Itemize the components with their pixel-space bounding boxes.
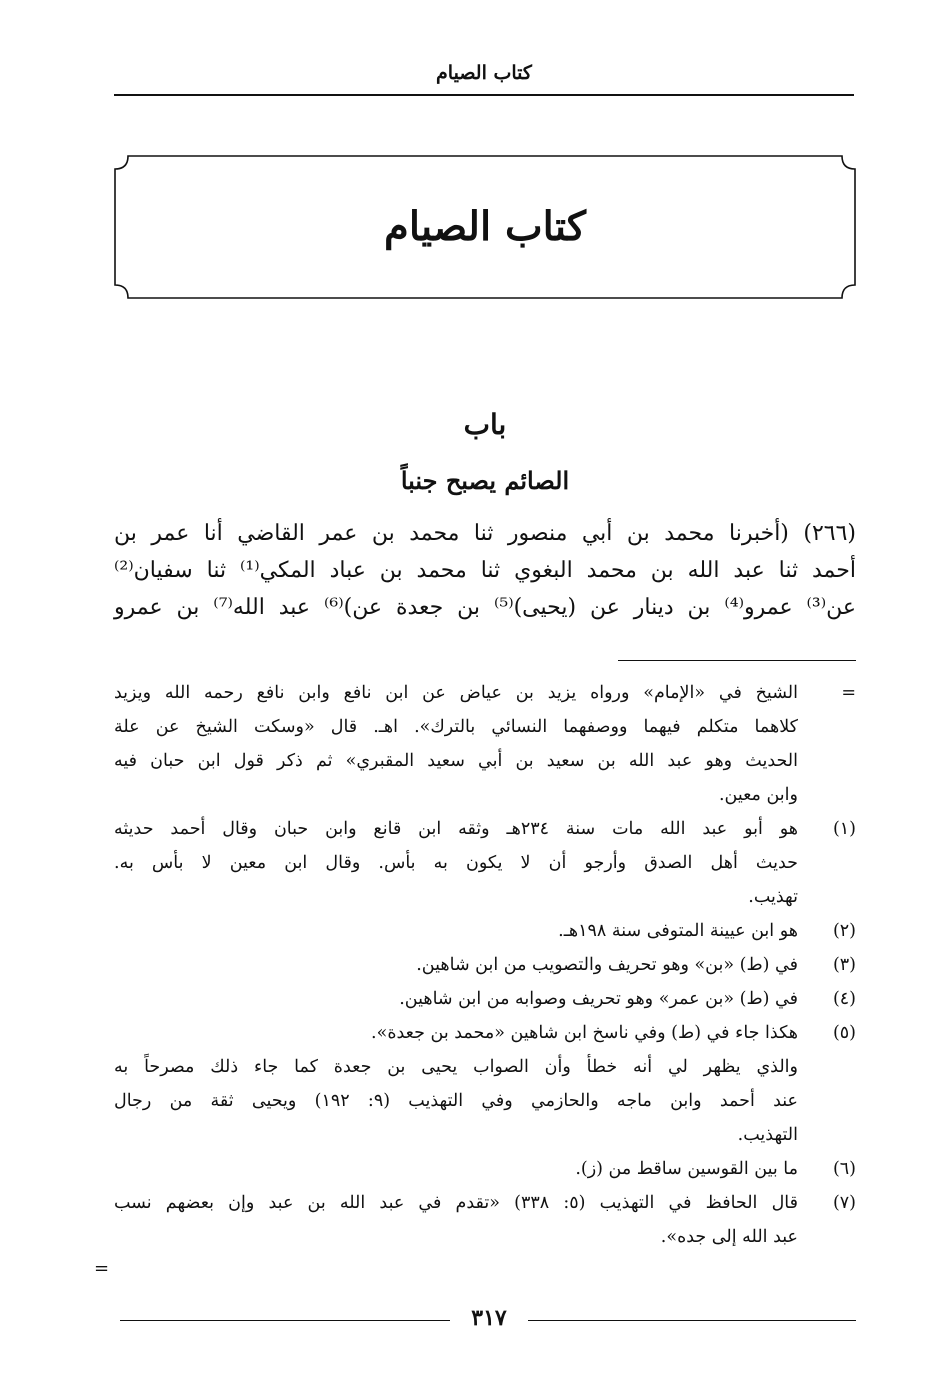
book-title: كتاب الصيام [384,203,586,250]
footnote-7 [114,1186,856,1254]
footnote-line: هو أبو عبد الله مات سنة ٢٣٤هـ وثقه ابن قانع وابن حبان وقال أحمد حديثه [114,819,798,839]
footnote-6 [114,1152,856,1186]
footnote-line: في (ط) «بن عمر» وهو تحريف وصوابه من ابن شاهين. [399,989,798,1009]
hadith-line: عن⁽³⁾ عمرو⁽⁴⁾ بن دينار عن (يحيى)⁽⁵⁾ بن جعدة عن)⁽⁶⁾ عبد الله⁽⁷⁾ بن عمرو [114,595,856,620]
footnote-line: ما بين القوسين ساقط من (ز). [575,1159,798,1179]
footer-rule [120,1320,450,1321]
footnotes [114,676,856,1254]
footnote-5-continued [114,1050,856,1152]
footnote-marker: (٤) [832,989,856,1009]
footnote-line: الشيخ في «الإمام» ورواه يزيد بن عياض عن ابن نافع وابن نافع رحمه الله ويزيد [114,683,798,703]
page-number: ٣١٧ [471,1305,507,1331]
footnote-5 [114,1016,856,1050]
footnote-marker: (٦) [832,1159,856,1179]
footnote-line: هكذا جاء في (ط) وفي ناسخ ابن شاهين «محمد بن جعدة». [371,1023,798,1043]
footnote-marker: (١) [832,819,856,839]
header-rule [114,94,854,96]
footnote-marker: (٧) [832,1193,856,1213]
footnote-line: قال الحافظ في التهذيب (٥: ٣٣٨) «تقدم في عبد الله بن عبد وإن بعضهم نسب [114,1193,798,1213]
running-header: كتاب الصيام [436,62,532,84]
chapter-title: الصائم يصبح جنباً [400,466,570,495]
footnote-rule [618,660,856,661]
footnote-marker: (٢) [832,921,856,941]
footnote-line: عند أحمد وابن ماجه والحازمي وفي التهذيب (٩: ١٩٢) ويحيى ثقة من رجال [114,1091,798,1111]
footnote-line: الحديث وهو عبد الله بن سعيد بن أبي سعيد المقبري» ثم ذكر قول ابن حبان فيه [114,751,798,771]
footnote-line: عبد الله إلى جده». [660,1227,798,1247]
footnote-line: وابن معين. [718,785,798,805]
footnote-4 [114,982,856,1016]
footnote-marker: (٥) [832,1023,856,1043]
chapter-label: باب [463,408,507,441]
footnote-line: هو ابن عيينة المتوفى سنة ١٩٨هـ. [558,921,798,941]
footnote-1 [114,812,856,914]
footnote-marker: = [841,683,856,703]
footnote-line: تهذيب. [748,887,798,907]
footnote-line: والذي يظهر لي أنه خطأ وأن الصواب يحيى بن جعدة كما جاء ذلك مصرحاً به [114,1057,798,1077]
hadith-line: أحمد ثنا عبد الله بن محمد البغوي ثنا محمد بن عباد المكي⁽¹⁾ ثنا سفيان⁽²⁾ [114,558,856,583]
footnote-line: حديث أهل الصدق وأرجو أن لا يكون به بأس. وقال ابن معين لا بأس به. [114,853,798,873]
footnote-line: التهذيب. [737,1125,798,1145]
hadith-line: (٢٦٦) (أخبرنا محمد بن أبي منصور ثنا محمد بن عمر القاضي أنا عمر بن [114,521,856,546]
hadith-text [114,515,856,626]
footnote-3 [114,948,856,982]
footnote-2 [114,914,856,948]
footnote-line: كلاهما متكلم فيهما ووصفهما النسائي بالترك». اهـ. قال «وسكت الشيخ عن علة [114,717,798,737]
footnote-marker: (٣) [832,955,856,975]
footer-rule [528,1320,856,1321]
continuation-mark: = [94,1258,110,1279]
footnote-line: في (ط) «بن» وهو تحريف والتصويب من ابن شاهين. [416,955,798,975]
footnote-continuation [114,676,856,812]
